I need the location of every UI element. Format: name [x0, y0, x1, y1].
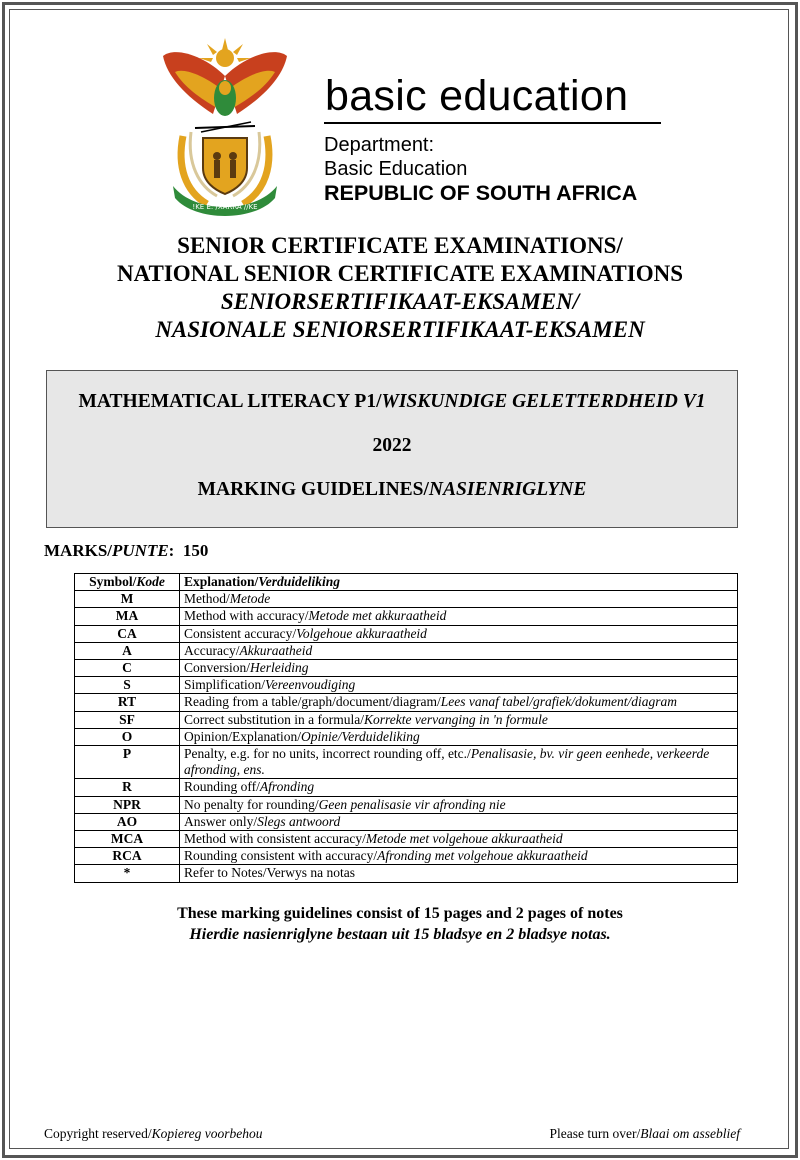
marks-value: 150: [182, 541, 209, 560]
table-row: [75, 608, 738, 625]
table-row: [75, 625, 738, 642]
exam-title-1: SENIOR CERTIFICATE EXAMINATIONS/: [177, 233, 623, 258]
marks-label-en: MARKS/: [44, 541, 112, 560]
table-row: [75, 694, 738, 711]
explanation-en: Correct substitution in a formula/: [184, 711, 364, 727]
table-row: [75, 728, 738, 745]
explanation-en: Accuracy/: [184, 642, 240, 658]
code-explanation: [180, 813, 738, 830]
table-row: [75, 796, 738, 813]
table-row: [75, 865, 738, 882]
code-symbol: O: [75, 728, 180, 745]
logo-republic: REPUBLIC OF SOUTH AFRICA: [324, 181, 638, 205]
marks-label-af: PUNTE: [112, 541, 169, 560]
explanation-en: Reading from a table/graph/document/diagram/: [184, 694, 441, 710]
logo-divider: [324, 122, 661, 124]
header-symbol-af: Kode: [136, 574, 165, 589]
code-symbol: *: [75, 865, 180, 882]
logo-department: Department:: [324, 134, 435, 156]
code-explanation: [180, 865, 738, 882]
explanation-af: Afronding met volgehoue akkuraatheid: [377, 848, 588, 864]
explanation-af: Geen penalisasie vir afronding nie: [318, 796, 506, 812]
explanation-af: Slegs antwoord: [257, 813, 341, 829]
explanation-en: Refer to Notes/Verwys na notas: [184, 865, 355, 881]
explanation-en: Simplification/: [184, 677, 265, 693]
code-explanation: [180, 591, 738, 608]
guide-title: [47, 479, 737, 501]
footer-turn-over: [550, 1126, 740, 1142]
explanation-af: Lees vanaf tabel/grafiek/dokument/diagram: [440, 694, 678, 710]
explanation-en: Penalty, e.g. for no units, incorrect rounding off, etc./: [184, 746, 471, 762]
table-row: [75, 711, 738, 728]
footer-copyright: [44, 1126, 262, 1142]
copyright-af: Kopiereg voorbehou: [151, 1126, 263, 1141]
code-explanation: [180, 779, 738, 796]
code-explanation: [180, 660, 738, 677]
code-symbol: A: [75, 642, 180, 659]
table-row: [75, 813, 738, 830]
code-explanation: [180, 677, 738, 694]
explanation-en: Answer only/: [184, 813, 258, 829]
code-symbol: R: [75, 779, 180, 796]
header-symbol-en: Symbol/: [89, 574, 137, 589]
code-explanation: [180, 746, 738, 779]
crest-motto: !KE E: /XARRA //KE: [192, 203, 258, 211]
table-row: [75, 831, 738, 848]
coat-of-arms-icon: [155, 36, 295, 216]
copyright-en: Copyright reserved/: [44, 1126, 152, 1141]
table-row: [75, 848, 738, 865]
table-row: [75, 746, 738, 779]
explanation-en: Rounding consistent with accuracy/: [184, 848, 378, 864]
explanation-en: Method with accuracy/: [184, 608, 309, 624]
explanation-af: Afronding: [259, 779, 315, 795]
page-count-note: [0, 903, 800, 945]
subject-en: MATHEMATICAL LITERACY P1/: [78, 391, 382, 412]
explanation-af: Opinie/Verduideliking: [301, 728, 420, 744]
subject-af: WISKUNDIGE GELETTERDHEID V1: [381, 391, 706, 412]
explanation-af: Metode met akkuraatheid: [308, 608, 447, 624]
code-symbol: MA: [75, 608, 180, 625]
explanation-en: Conversion/: [184, 660, 250, 676]
code-symbol: P: [75, 746, 180, 779]
code-symbol: S: [75, 677, 180, 694]
logo-basic-education: Basic Education: [324, 158, 468, 180]
explanation-af: Vereenvoudiging: [265, 677, 356, 693]
code-symbol: M: [75, 591, 180, 608]
code-explanation: [180, 608, 738, 625]
code-explanation: [180, 728, 738, 745]
marks-colon: :: [168, 541, 175, 560]
code-explanation: [180, 831, 738, 848]
note-af: Hierdie nasienriglyne bestaan uit 15 bladsye en 2 bladsye notas.: [189, 926, 611, 943]
code-explanation: [180, 796, 738, 813]
header-explanation: [180, 574, 738, 591]
marking-codes-table: [74, 573, 738, 883]
explanation-en: Opinion/Explanation/: [184, 728, 301, 744]
total-marks: [44, 541, 208, 561]
guide-af: NASIENRIGLYNE: [428, 479, 587, 500]
explanation-af: Volgehoue akkuraatheid: [296, 625, 427, 641]
exam-titles: [0, 232, 800, 344]
code-symbol: RT: [75, 694, 180, 711]
exam-year: 2022: [372, 435, 412, 456]
header-symbol: [75, 574, 180, 591]
code-explanation: [180, 848, 738, 865]
turn-over-af: Blaai om asseblief: [640, 1126, 740, 1141]
header-expl-en: Explanation/: [184, 574, 259, 589]
subject-title: [47, 391, 737, 413]
table-row: [75, 642, 738, 659]
code-explanation: [180, 711, 738, 728]
explanation-en: Method with consistent accuracy/: [184, 831, 366, 847]
turn-over-en: Please turn over/: [549, 1126, 641, 1141]
code-symbol: RCA: [75, 848, 180, 865]
table-row: [75, 660, 738, 677]
explanation-af: Herleiding: [250, 660, 309, 676]
table-body: [75, 591, 738, 882]
exam-title-4: NASIONALE SENIORSERTIFIKAAT-EKSAMEN: [155, 317, 645, 342]
explanation-af: Metode: [229, 591, 271, 607]
explanation-af: Akkuraatheid: [239, 642, 313, 658]
subject-box: [46, 370, 738, 528]
exam-title-2: NATIONAL SENIOR CERTIFICATE EXAMINATIONS: [117, 261, 683, 286]
explanation-af: Metode met volgehoue akkuraatheid: [365, 831, 563, 847]
guide-en: MARKING GUIDELINES/: [197, 479, 429, 500]
logo-title: basic education: [325, 72, 629, 120]
code-explanation: [180, 694, 738, 711]
code-explanation: [180, 625, 738, 642]
exam-title-3: SENIORSERTIFIKAAT-EKSAMEN/: [220, 289, 580, 314]
explanation-af: Korrekte vervanging in 'n formule: [363, 711, 548, 727]
code-symbol: AO: [75, 813, 180, 830]
code-explanation: [180, 642, 738, 659]
code-symbol: CA: [75, 625, 180, 642]
table-row: [75, 677, 738, 694]
table-row: [75, 591, 738, 608]
explanation-en: Rounding off/: [184, 779, 260, 795]
header-expl-af: Verduideliking: [258, 574, 341, 589]
note-en: These marking guidelines consist of 15 pages and 2 pages of notes: [177, 905, 623, 922]
explanation-af: Penalisasie, bv. vir geen eenhede, verkeerde afronding, ens.: [184, 746, 710, 778]
code-symbol: SF: [75, 711, 180, 728]
explanation-en: No penalty for rounding/: [184, 796, 319, 812]
department-logo: [324, 72, 684, 205]
explanation-en: Consistent accuracy/: [184, 625, 297, 641]
code-symbol: MCA: [75, 831, 180, 848]
code-symbol: NPR: [75, 796, 180, 813]
explanation-en: Method/: [184, 591, 230, 607]
code-symbol: C: [75, 660, 180, 677]
table-header-row: [75, 574, 738, 591]
table-row: [75, 779, 738, 796]
